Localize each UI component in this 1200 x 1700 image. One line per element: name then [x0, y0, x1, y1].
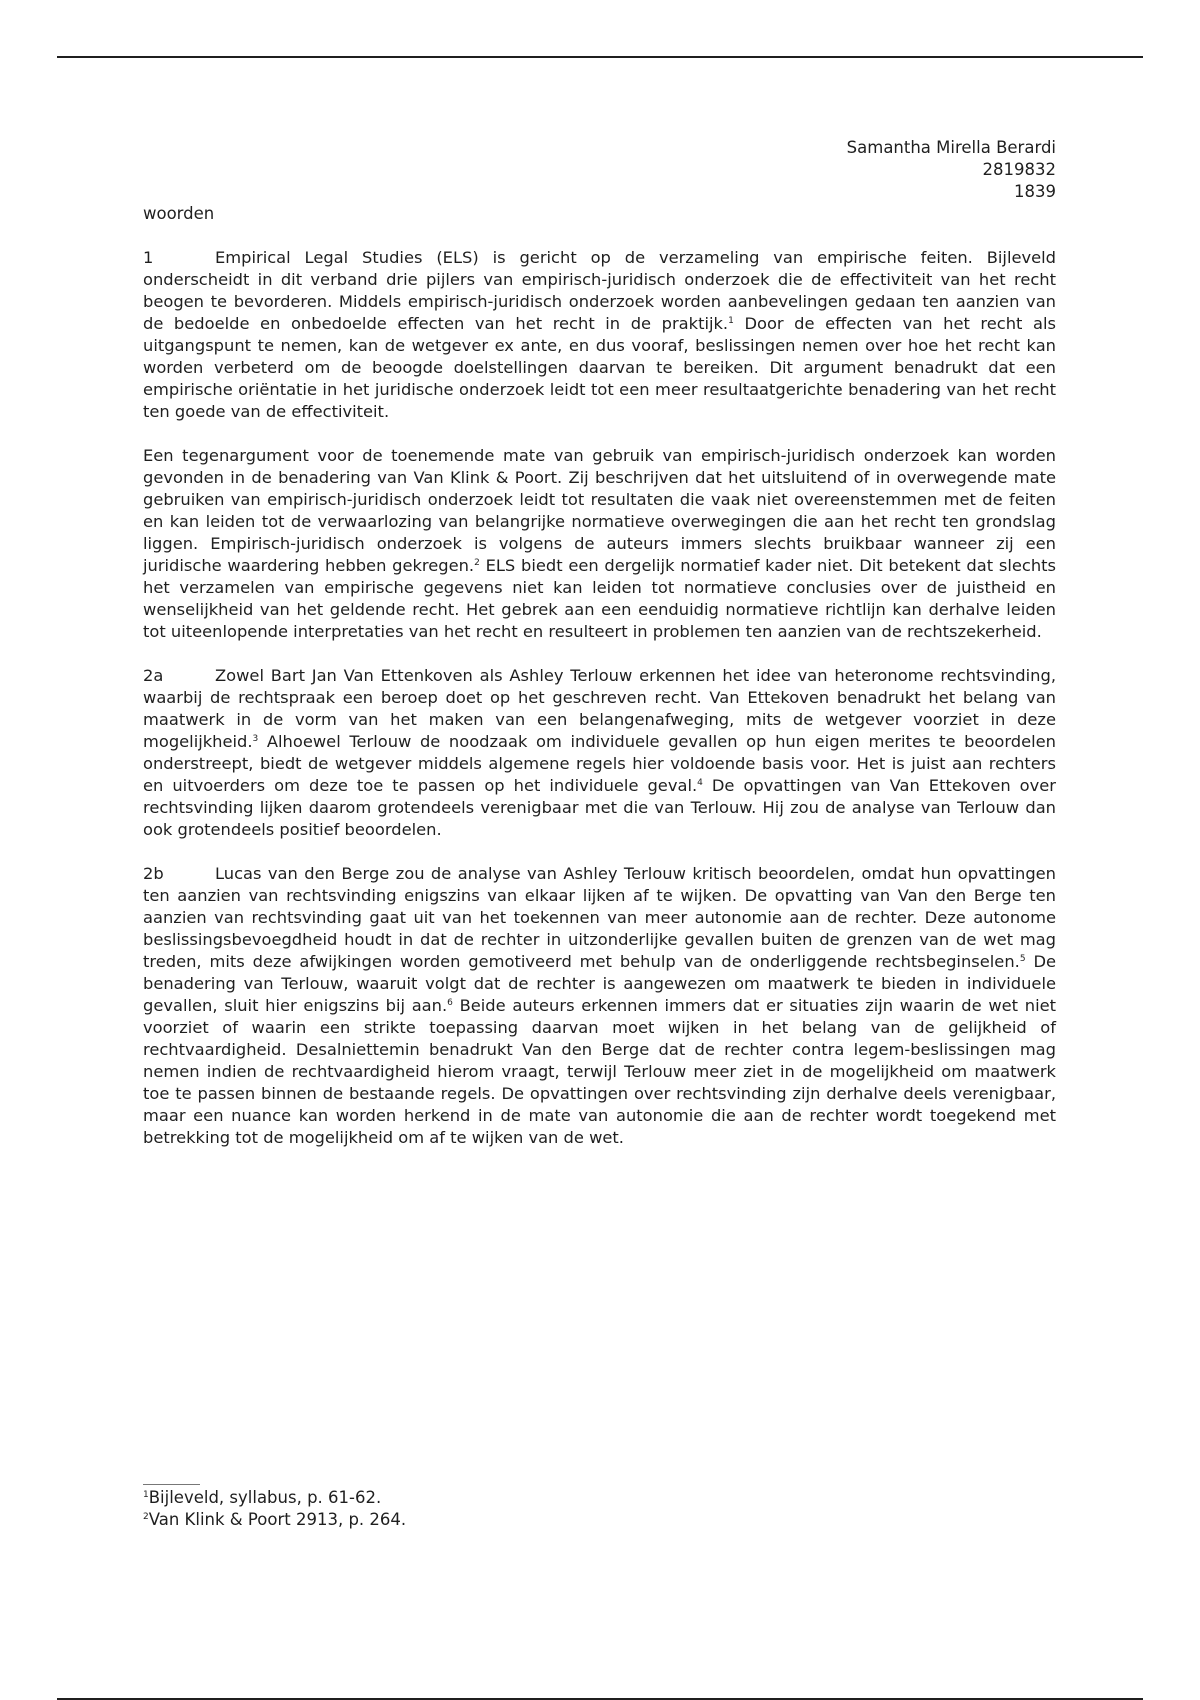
student-number: 2819832 — [982, 160, 1056, 179]
footnote-reference[interactable]: 2 — [474, 558, 480, 568]
top-rule — [57, 56, 1143, 58]
paragraph-text: Alhoewel Terlouw de noodzaak om individuele gevallen op hun eigen merites te beoordelen onderstreept, biedt de wetgever middels algemene regels hier voldoende basis voor. Het is juist aan rechters en uitvoerders om deze toe te passen op het individuele geval. — [143, 732, 1056, 795]
paragraph-text: Lucas van den Berge zou de analyse van Ashley Terlouw kritisch beoordelen, omdat hun opvattingen ten aanzien van rechtsvinding enigszins van elkaar lijken af te wijken. De opvatting van Van den Berge ten aanzien van rechtsvinding gaat uit van het toekennen van meer autonomie aan de rechter. Deze autonome beslissingsbevoegdheid houdt in dat de rechter in uitzonderlijke gevallen buiten de grenzen van de wet mag treden, mits deze afwijkingen worden gemotiveerd met behulp van de onderliggende rechtsbeginselen. — [143, 864, 1056, 971]
paragraph-text: De opvattingen van Van Ettekoven over rechtsvinding lijken daarom grotendeels verenigbaar met die van Terlouw. Hij zou de analyse van Terlouw dan ook grotendeels positief beoordelen. — [143, 776, 1056, 839]
paragraph — [143, 665, 1056, 841]
paragraph — [143, 445, 1056, 643]
footnote-text: Bijleveld, syllabus, p. 61-62. — [148, 1488, 382, 1507]
footnotes — [143, 1484, 1056, 1531]
footnote-text: Van Klink & Poort 2913, p. 264. — [148, 1510, 407, 1529]
question-number: 1 — [143, 248, 154, 267]
document-page — [143, 137, 1056, 1149]
paragraph-text: ELS biedt een dergelijk normatief kader niet. Dit betekent dat slechts het verzamelen van empirische gegevens niet kan leiden tot normatieve conclusies over de juistheid en wenselijkheid van het geldende recht. Het gebrek aan een eenduidig normatieve richtlijn kan derhalve leiden tot uiteenlopende interpretaties van het recht en resulteert in problemen ten aanzien van de rechtszekerheid. — [143, 556, 1057, 641]
word-count-label: woorden — [143, 204, 215, 223]
paragraph — [143, 863, 1056, 1149]
author-name: Samantha Mirella Berardi — [846, 138, 1056, 157]
paragraph-text: Een tegenargument voor de toenemende mate van gebruik van empirisch-juridisch onderzoek kan worden gevonden in de benadering van Van Klink & Poort. Zij beschrijven dat het uitsluitend of in overwegende mate gebruiken van empirisch-juridisch onderzoek leidt tot resultaten die vaak niet overeenstemmen met de feiten en kan leiden tot de verwaarlozing van belangrijke normatieve overwegingen die aan het recht ten grondslag liggen. Empirisch-juridisch onderzoek is volgens de auteurs immers slechts bruikbaar wanneer zij een juridische waardering hebben gekregen. — [143, 446, 1056, 575]
footnote — [143, 1509, 1056, 1531]
paragraph-text: Zowel Bart Jan Van Ettenkoven als Ashley Terlouw erkennen het idee van heteronome rechtsvinding, waarbij de rechtspraak een beroep doet op het geschreven recht. Van Ettekoven benadrukt het belang van maatwerk in de vorm van het maken van een belangenafweging, mits de wetgever voorziet in deze mogelijkheid. — [143, 666, 1056, 751]
footnote-reference[interactable]: 1 — [728, 316, 734, 326]
footnote-reference[interactable]: 3 — [252, 734, 259, 744]
footnote-number: 1 — [143, 1490, 149, 1500]
question-number: 2b — [143, 864, 164, 883]
footnote-reference[interactable]: 6 — [447, 998, 453, 1008]
paragraph-text: Beide auteurs erkennen immers dat er situaties zijn waarin de wet niet voorziet of waarin een strikte toepassing daarvan moet wijken in het belang van de gelijkheid of rechtvaardigheid. Desalniettemin benadrukt Van den Berge dat de rechter contra legem-beslissingen mag nemen indien de rechtvaardigheid hierom vraagt, terwijl Terlouw meer ziet in de mogelijkheid om maatwerk toe te passen binnen de bestaande regels. De opvattingen over rechtsvinding zijn derhalve deels verenigbaar, maar een nuance kan worden herkend in de mate van autonomie die aan de rechter wordt toegekend met betrekking tot de mogelijkheid om af te wijken van de wet. — [143, 996, 1057, 1147]
footnote-separator — [143, 1484, 200, 1485]
word-count: 1839 — [1014, 182, 1056, 201]
paragraph-text: Door de effecten van het recht als uitgangspunt te nemen, kan de wetgever ex ante, en dus vooraf, beslissingen nemen over hoe het recht kan worden verbeterd om de beoogde doelstellingen daarvan te bereiken. Dit argument benadrukt dat een empirische oriëntatie in het juridische onderzoek leidt tot een meer resultaatgerichte benadering van het recht ten goede van de effectiviteit. — [143, 314, 1057, 421]
paragraph-text: Empirical Legal Studies (ELS) is gericht op de verzameling van empirische feiten. Bijleveld onderscheidt in dit verband drie pijlers van empirisch-juridisch onderzoek die de effectiviteit van het recht beogen te bevorderen. Middels empirisch-juridisch onderzoek worden aanbevelingen gedaan ten aanzien van de bedoelde en onbedoelde effecten van het recht in de praktijk. — [143, 248, 1056, 333]
footnote-reference[interactable]: 4 — [697, 778, 703, 788]
footnote-list — [143, 1487, 1056, 1531]
paragraph-text: De benadering van Terlouw, waaruit volgt dat de rechter is aangewezen om maatwerk te bieden in individuele gevallen, sluit hier enigszins bij aan. — [143, 952, 1056, 1015]
footnote-number: 2 — [143, 1512, 149, 1522]
author-block — [143, 137, 1056, 203]
paragraph — [143, 247, 1056, 423]
footnote — [143, 1487, 1056, 1509]
document-body — [143, 247, 1056, 1149]
footnote-reference[interactable]: 5 — [1019, 954, 1026, 964]
question-number: 2a — [143, 666, 164, 685]
